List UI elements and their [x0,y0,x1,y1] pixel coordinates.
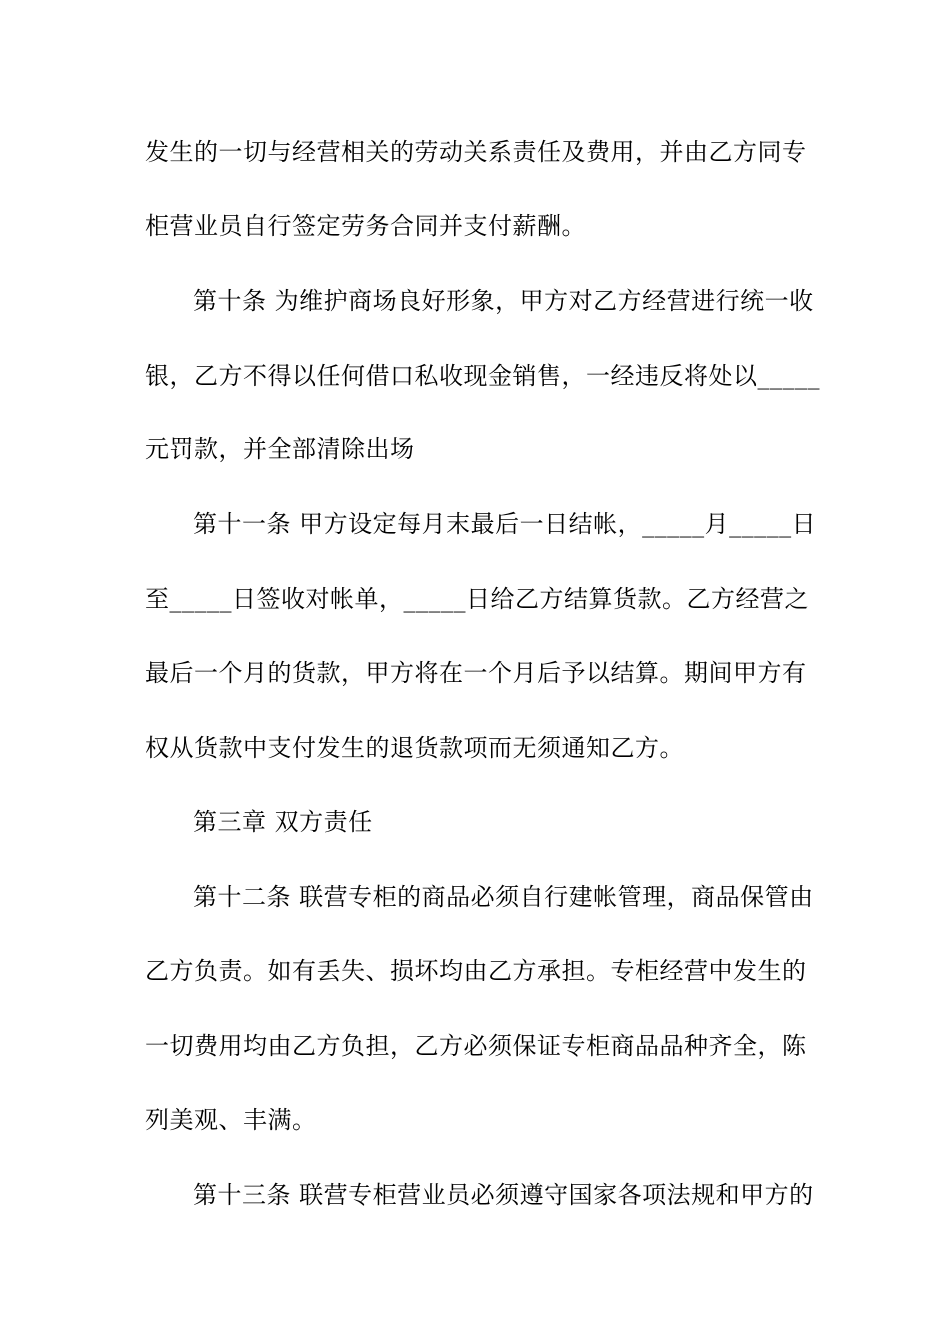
text-line: 乙方负责。如有丢失、损坏均由乙方承担。专柜经营中发生的 [145,957,807,985]
text-line: 权从货款中支付发生的退货款项而无须通知乙方。 [145,734,684,762]
article-11-heading-line: 第十一条 甲方设定每月末最后一日结帐，_____月_____日 [193,510,817,538]
article-12-heading-line: 第十二条 联营专柜的商品必须自行建帐管理，商品保管由 [193,883,814,911]
text-line: 发生的一切与经营相关的劳动关系责任及费用，并由乙方同专 [145,138,807,166]
text-line: 柜营业员自行签定劳务合同并支付薪酬。 [145,212,586,240]
article-13-heading-line: 第十三条 联营专柜营业员必须遵守国家各项法规和甲方的 [193,1181,814,1209]
text-line: 银，乙方不得以任何借口私收现金销售，一经违反将处以_____ [145,362,820,390]
chapter-3-heading: 第三章 双方责任 [193,808,373,836]
article-10-heading-line: 第十条 为维护商场良好形象，甲方对乙方经营进行统一收 [193,287,814,315]
text-line: 一切费用均由乙方负担，乙方必须保证专柜商品品种齐全，陈 [145,1032,807,1060]
text-line: 至_____日签收对帐单，_____日给乙方结算货款。乙方经营之 [145,585,809,613]
text-line: 元罚款，并全部清除出场 [145,435,415,463]
text-line: 最后一个月的货款，甲方将在一个月后予以结算。期间甲方有 [145,659,807,687]
text-line: 列美观、丰满。 [145,1106,317,1134]
